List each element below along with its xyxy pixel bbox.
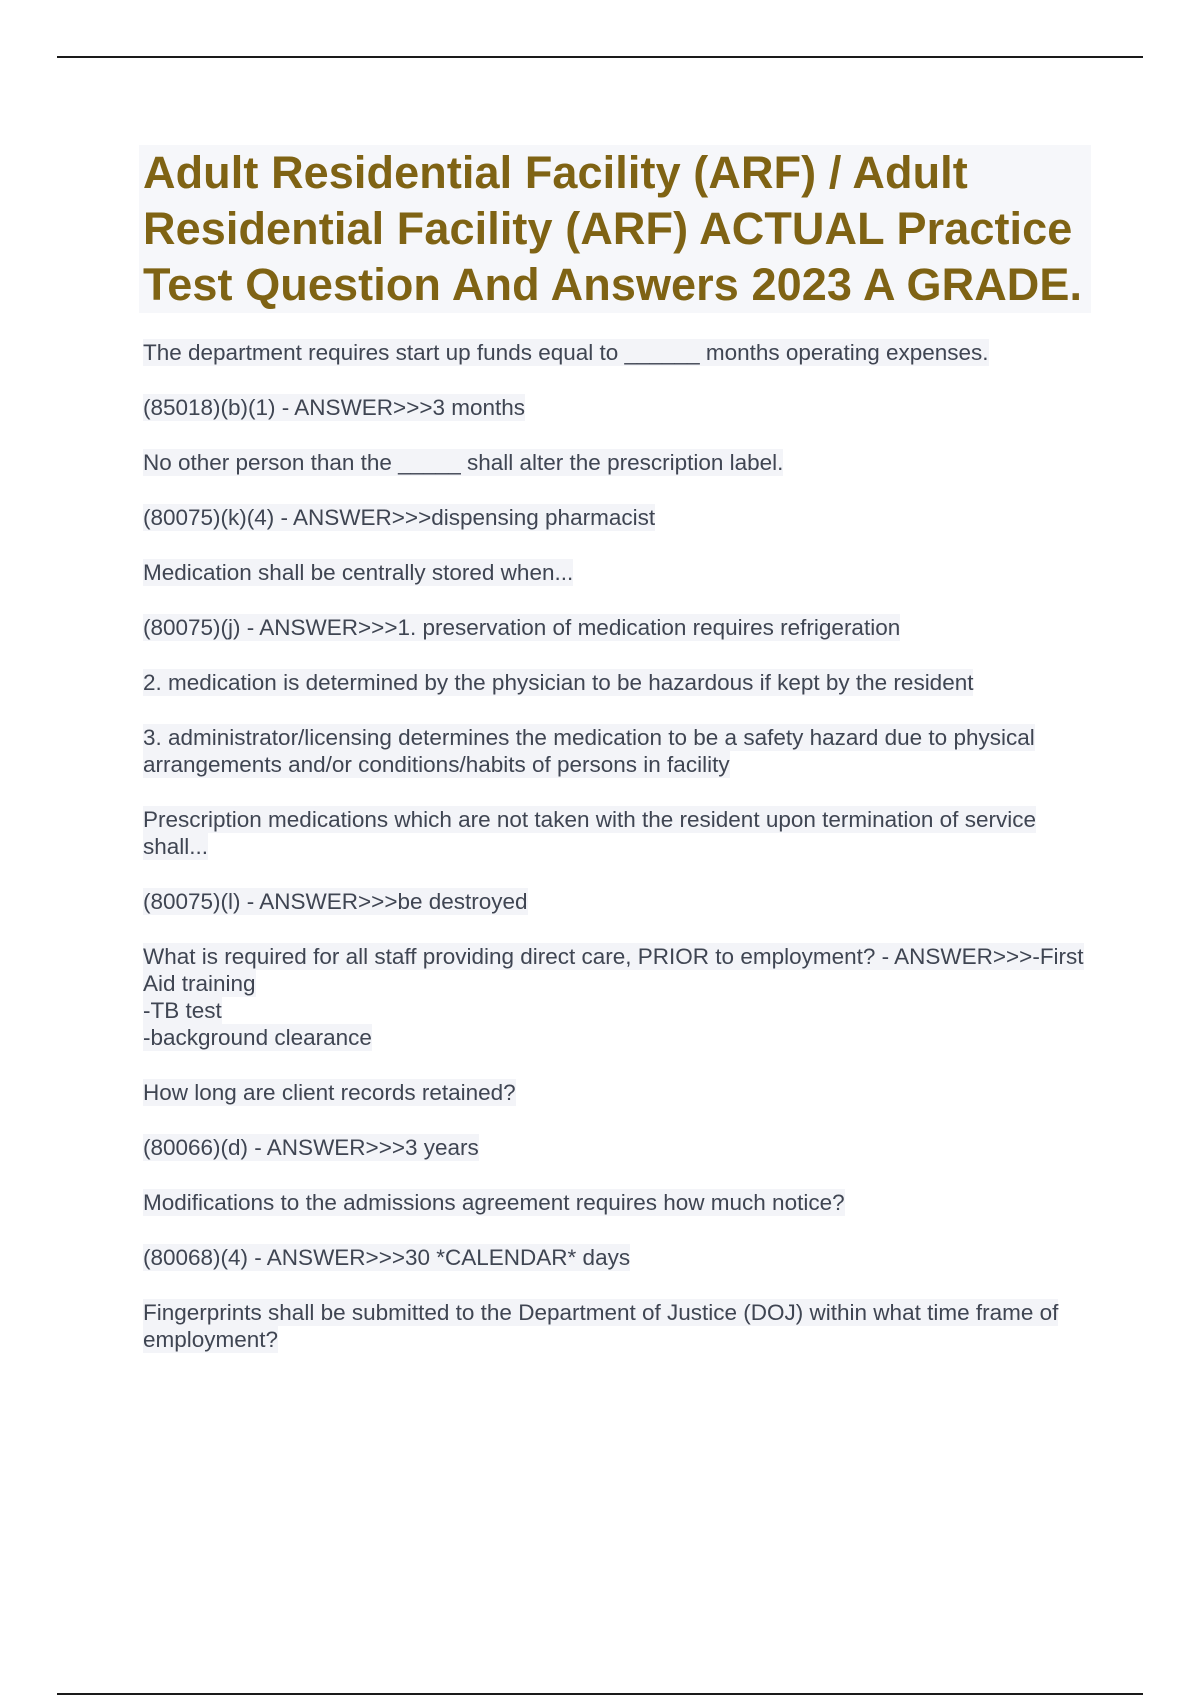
qa-paragraph: What is required for all staff providing direct care, PRIOR to employment? - ANSWER>>>-First Aid training -TB test -background clearance: [143, 944, 1084, 1050]
question-paragraph: Fingerprints shall be submitted to the Department of Justice (DOJ) within what time frame of employment?: [143, 1300, 1059, 1352]
question-paragraph: Medication shall be centrally stored when...: [143, 560, 574, 585]
qa-list: [143, 339, 1093, 1353]
answer-paragraph: (80075)(l) - ANSWER>>>be destroyed: [143, 889, 528, 914]
document-content: [143, 145, 1093, 1381]
document-title: Adult Residential Facility (ARF) / Adult Residential Facility (ARF) ACTUAL Practice Test Question And Answers 2023 A GRADE.: [143, 147, 1083, 310]
answer-paragraph: (80066)(d) - ANSWER>>>3 years: [143, 1135, 479, 1160]
question-paragraph: How long are client records retained?: [143, 1080, 516, 1105]
answer-paragraph: (80075)(k)(4) - ANSWER>>>dispensing pharmacist: [143, 505, 656, 530]
question-paragraph: The department requires start up funds equal to ______ months operating expenses.: [143, 340, 989, 365]
answer-paragraph: (80075)(j) - ANSWER>>>1. preservation of medication requires refrigeration: [143, 615, 901, 640]
title-block: [139, 145, 1091, 313]
top-rule: [57, 56, 1143, 58]
question-paragraph: No other person than the _____ shall alter the prescription label.: [143, 450, 784, 475]
question-paragraph: Prescription medications which are not taken with the resident upon termination of service shall...: [143, 807, 1036, 859]
question-paragraph: Modifications to the admissions agreement requires how much notice?: [143, 1190, 845, 1215]
answer-paragraph: (80068)(4) - ANSWER>>>30 *CALENDAR* days: [143, 1245, 631, 1270]
bottom-rule: [57, 1693, 1143, 1695]
answer-paragraph: 3. administrator/licensing determines the medication to be a safety hazard due to physical arrangements and/or conditions/habits of persons in facility: [143, 725, 1035, 777]
answer-paragraph: 2. medication is determined by the physician to be hazardous if kept by the resident: [143, 670, 974, 695]
answer-paragraph: (85018)(b)(1) - ANSWER>>>3 months: [143, 395, 526, 420]
